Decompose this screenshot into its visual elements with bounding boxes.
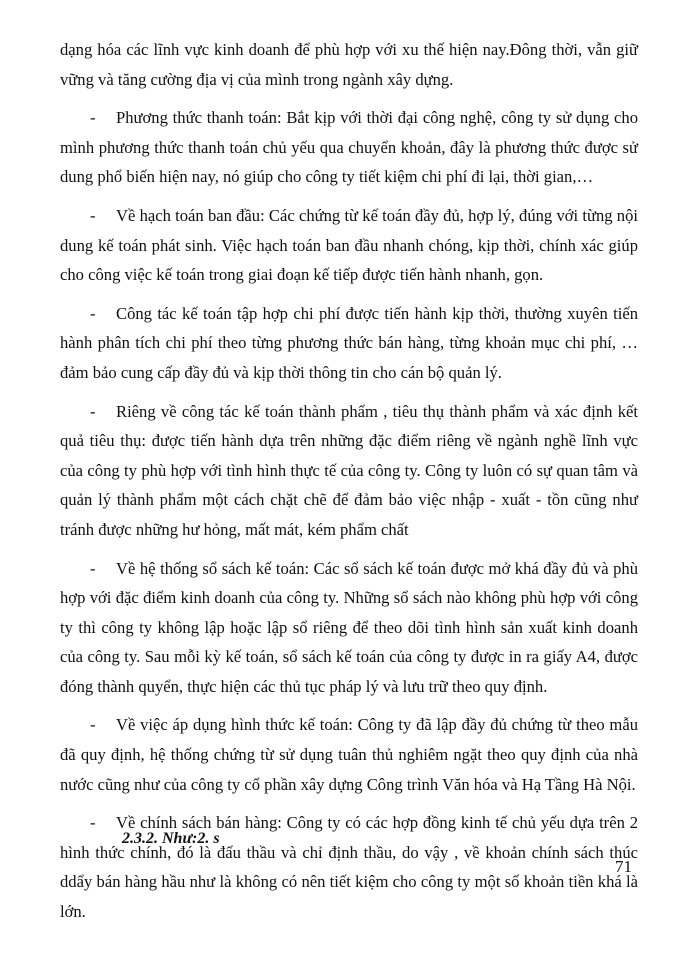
bullet-dash: - xyxy=(90,401,96,421)
bullet-paragraph-accounting-form xyxy=(60,710,638,799)
paragraph-continuation xyxy=(60,35,638,94)
paragraph-text: Phương thức thanh toán: Bắt kịp với thời đại công nghệ, công ty sử dụng cho mình phương thức thanh toán chủ yếu qua chuyển khoản, đây là phương thức được sử dung phổ biến hiện nay, nó giúp cho công ty tiết kiệm chi phí đi lại, thời gian,… xyxy=(60,108,638,187)
bullet-dash: - xyxy=(90,558,96,578)
bullet-dash: - xyxy=(90,205,96,225)
bullet-paragraph-initial-accounting xyxy=(60,201,638,290)
bullet-dash: - xyxy=(90,715,96,735)
paragraph-text: dạng hóa các lĩnh vực kinh doanh để phù hợp với xu thế hiện nay.Đông thời, vẫn giữ vững và tăng cường địa vị của mình trong ngành xây dựng. xyxy=(60,40,638,89)
page-number: 71 xyxy=(615,857,632,876)
bullet-paragraph-payment-method xyxy=(60,103,638,192)
paragraph-text: Riêng về công tác kế toán thành phẩm , tiêu thụ thành phẩm và xác định kết quả tiêu thụ: được tiến hành dựa trên những đặc điểm riêng về ngành nghề lĩnh vực của công ty phù hợp với tình hình thực tế của công ty. Công ty luôn có sự quan tâm và quản lý thành phẩm một cách chặt chẽ để đảm bảo việc nhập - xuất - tồn cũng như tránh được những hư hỏng, mất mát, kém phẩm chất xyxy=(60,401,638,539)
body-text xyxy=(60,35,638,936)
paragraph-text: Về chính sách bán hàng: Công ty có các hợp đồng kinh tế chủ yếu dựa trên 2 hình thức chính, đó là đấu thầu và chỉ định thầu, do vậy , về khoản chính sách thúc ddẩy bán hàng hầu như là không có nên tiết kiệm cho công ty một số khoản tiền khá là lớn. xyxy=(60,813,638,922)
bullet-paragraph-sales-policy xyxy=(60,808,638,926)
paragraph-text: Công tác kế toán tập hợp chi phí được tiến hành kịp thời, thường xuyên tiến hành phân tích chi phí theo từng phương thức bán hàng, từng khoản mục chi phí, …đảm bảo cung cấp đầy đủ và kịp thời thông tin cho cán bộ quản lý. xyxy=(60,303,638,382)
paragraph-text: Về hạch toán ban đầu: Các chứng từ kế toán đầy đủ, hợp lý, đúng với từng nội dung kế toán phát sinh. Việc hạch toán ban đầu nhanh chóng, kịp thời, chính xác giúp cho công việc kế toán trong giai đoạn kế tiếp được tiến hành nhanh, gọn. xyxy=(60,205,638,285)
bullet-paragraph-bookkeeping-system xyxy=(60,554,638,702)
bullet-dash: - xyxy=(90,303,96,323)
paragraph-text: Về việc áp dụng hình thức kế toán: Công ty đã lập đầy đủ chứng từ theo mẫu đã quy định, hệ thống chứng từ sử dụng tuân thủ nghiêm ngặt theo quy định của nhà nước cũng như của công ty cổ phần xây dựng Công trình Văn hóa và Hạ Tầng Hà Nội. xyxy=(60,715,638,794)
bullet-paragraph-finished-goods xyxy=(60,397,638,545)
bullet-dash: - xyxy=(90,813,96,833)
bullet-paragraph-cost-accounting xyxy=(60,299,638,388)
bullet-dash: - xyxy=(90,108,96,128)
paragraph-text: Về hệ thống sổ sách kế toán: Các sổ sách kế toán được mở khá đầy đủ và phù hợp với đặc điểm kinh doanh của công ty. Những sổ sách nào không phù hợp với công ty thì công ty không lập hoặc lập sổ riêng để theo dõi tình hình sản xuất kinh doanh của công ty. Sau mỗi kỳ kế toán, sổ sách kế toán của công ty được in ra giấy A4, được đóng thành quyển, thực hiện các thủ tục pháp lý và lưu trữ theo quy định. xyxy=(60,558,638,696)
section-subheading: 2.3.2. Như:2. s xyxy=(122,830,220,847)
